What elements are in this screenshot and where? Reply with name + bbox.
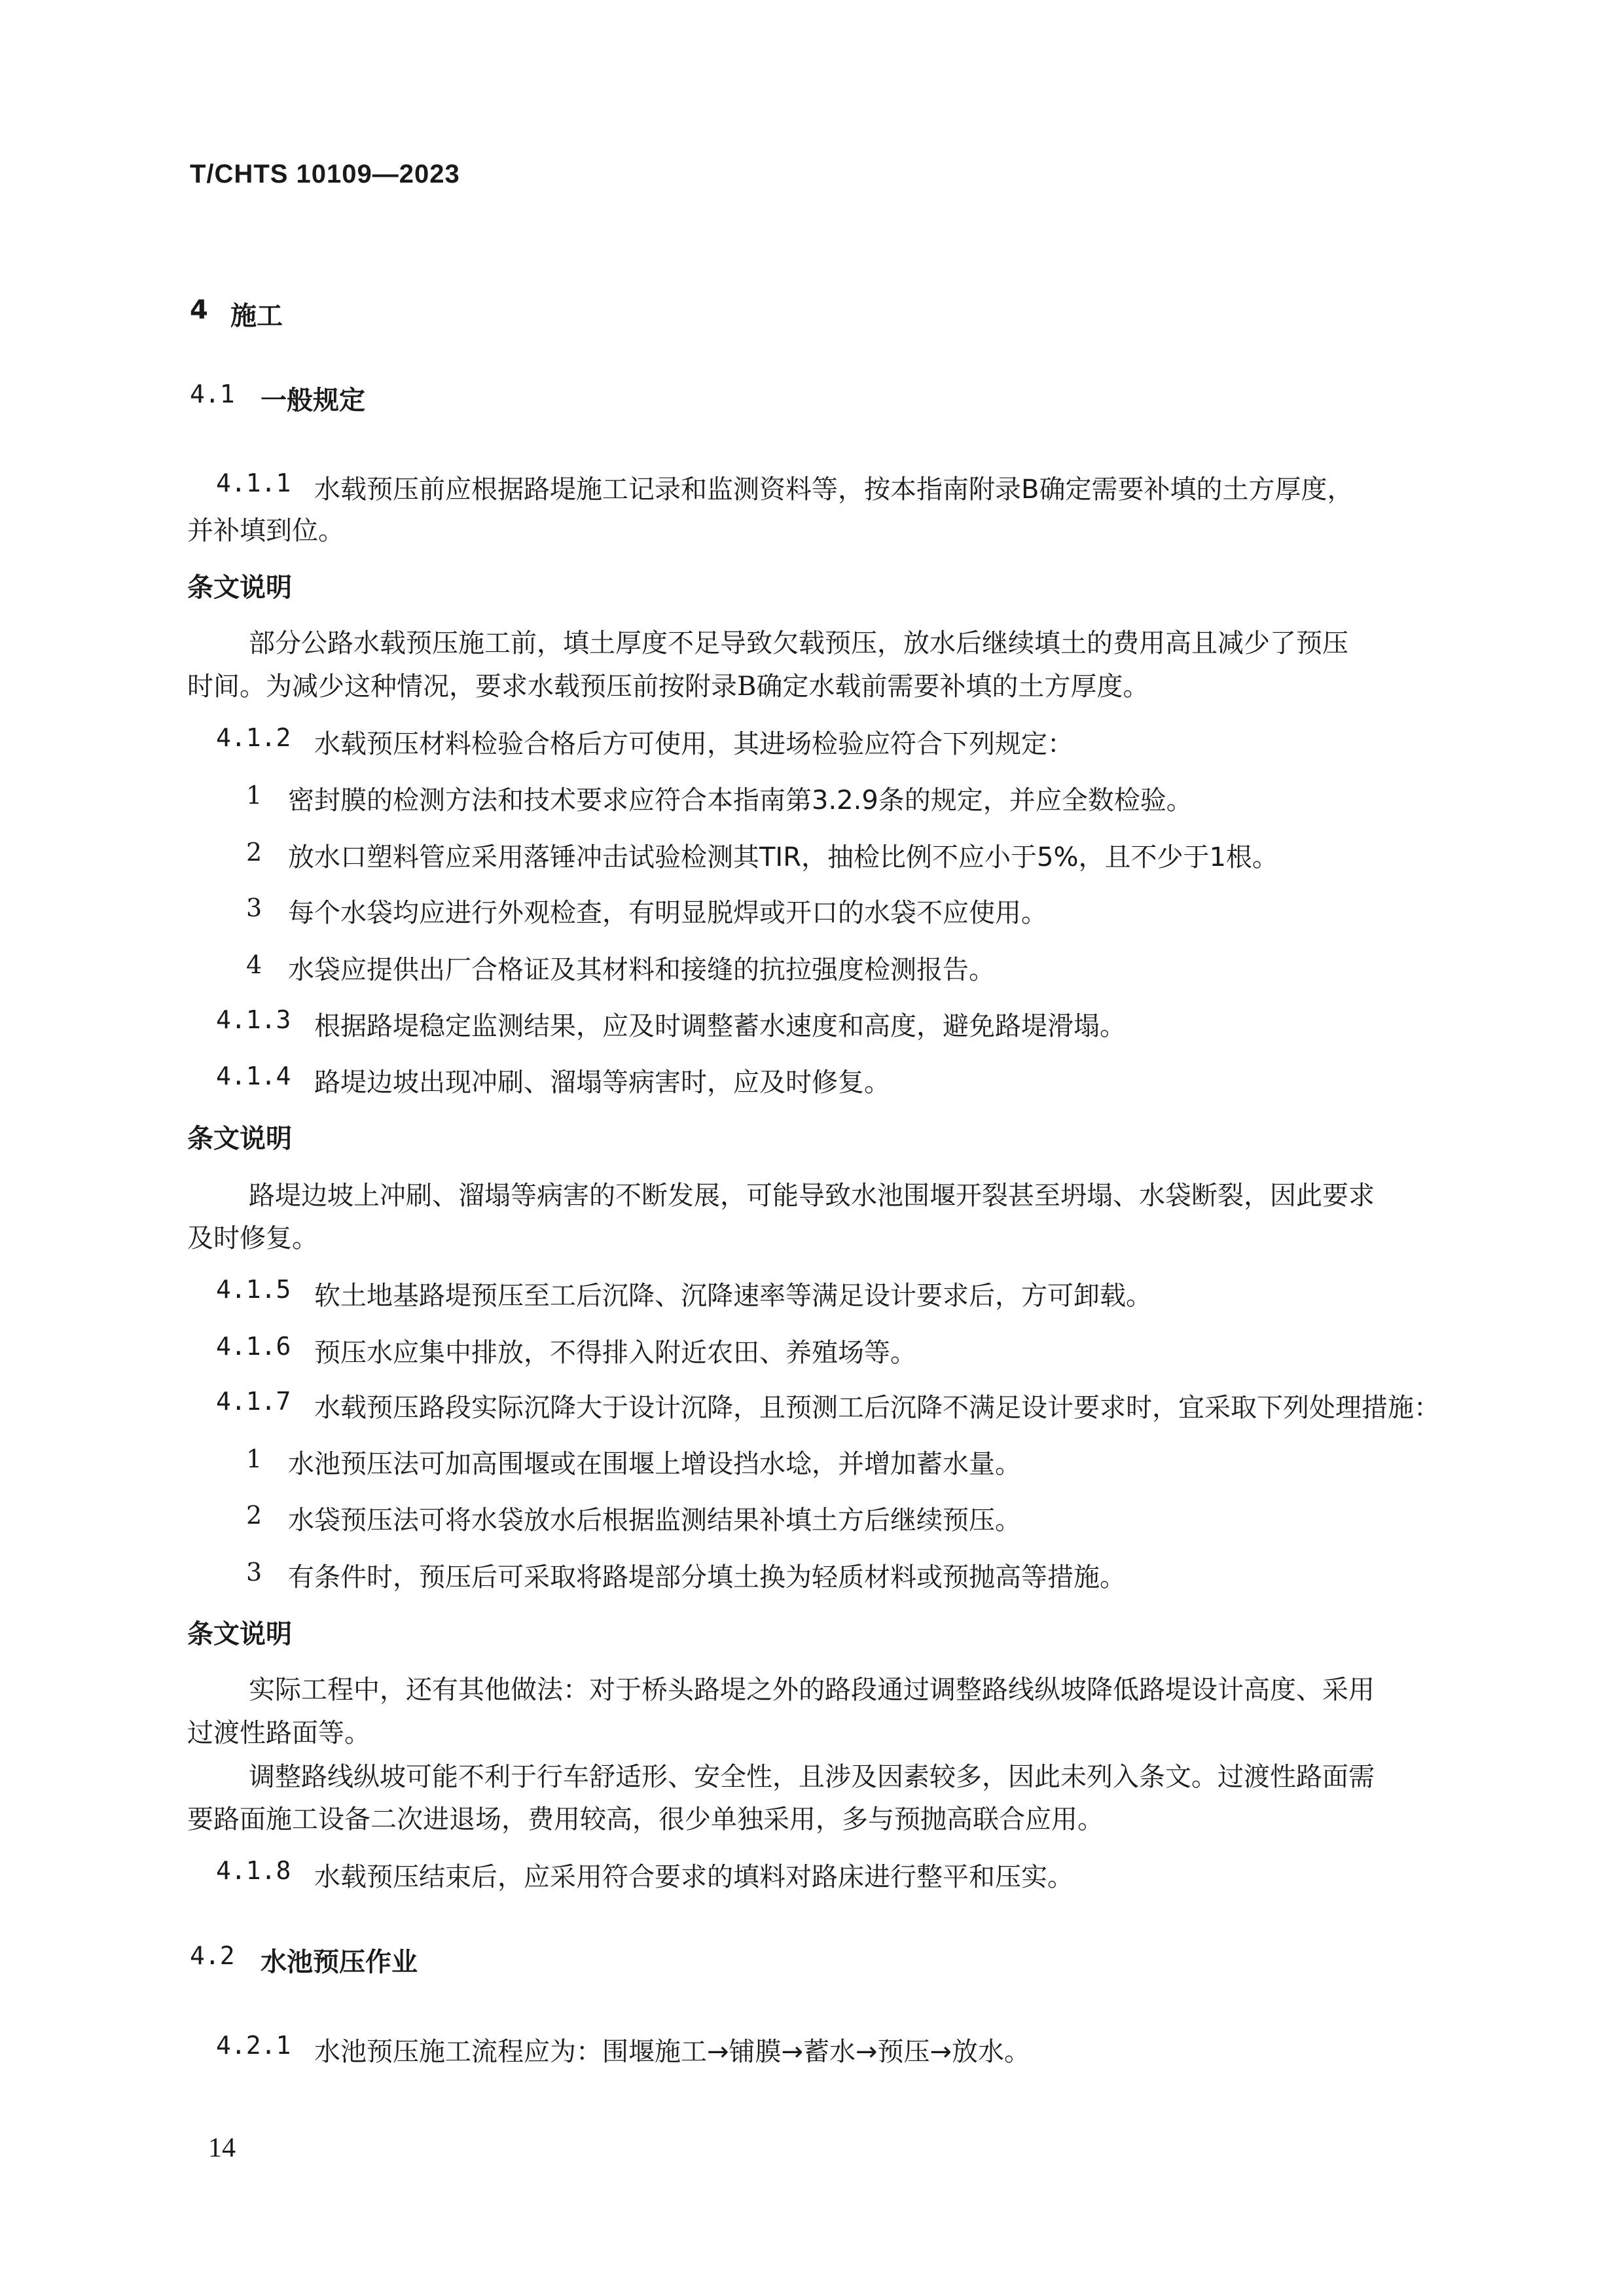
list-item-text: 密封膜的检测方法和技术要求应符合本指南第3.2.9条的规定，并应全数检验。 [288,785,1193,816]
section-4-1-title: 一般规定 [261,386,365,416]
note-3-p1-line1: 实际工程中，还有其他做法：对于桥头路堤之外的路段通过调整路线纵坡降低路堤设计高度、采用 [249,1675,1375,1705]
list-item-text: 水袋应提供出厂合格证及其材料和接缝的抗拉强度检测报告。 [288,955,995,985]
clause-4-1-8-text: 水载预压结束后，应采用符合要求的填料对路床进行整平和压实。 [314,1862,1074,1892]
standard-number: T/CHTS 10109—2023 [190,160,460,188]
section-4-2-number: 4.2 [190,1941,235,1970]
section-4-number: 4 [190,295,208,325]
list-item-number: 1 [246,1444,262,1473]
note-heading-3: 条文说明 [187,1619,292,1649]
note-1-line2: 时间。为减少这种情况，要求水载预压前按附录B确定水载前需要补填的土方厚度。 [187,672,1149,702]
note-3-p1-line2: 过渡性路面等。 [187,1718,370,1748]
clause-4-1-6-text: 预压水应集中排放，不得排入附近农田、养殖场等。 [314,1338,916,1368]
list-item-text: 放水口塑料管应采用落锤冲击试验检测其TIR，抽检比例不应小于5%，且不少于1根。 [288,842,1278,872]
list-item-text: 水袋预压法可将水袋放水后根据监测结果补填土方后继续预压。 [288,1505,1021,1535]
clause-4-1-7-number: 4.1.7 [216,1387,291,1416]
clause-4-2-1-text: 水池预压施工流程应为：围堰施工→铺膜→蓄水→预压→放水。 [314,2037,1031,2067]
list-item-number: 1 [246,781,262,810]
list-item-text: 每个水袋均应进行外观检查，有明显脱焊或开口的水袋不应使用。 [288,898,1047,928]
clause-4-1-6-number: 4.1.6 [216,1332,291,1361]
note-2-line2: 及时修复。 [187,1223,318,1253]
list-item-number: 3 [246,1558,262,1587]
list-item-number: 2 [246,838,262,867]
note-heading-1: 条文说明 [187,573,292,603]
clause-4-1-1-number: 4.1.1 [216,469,291,497]
section-4-1-number: 4.1 [190,380,235,408]
page-number: 14 [208,2133,236,2163]
list-item-text: 有条件时，预压后可采取将路堤部分填土换为轻质材料或预抛高等措施。 [288,1562,1126,1592]
list-item-number: 2 [246,1501,262,1530]
clause-4-1-1-line1: 水载预压前应根据路堤施工记录和监测资料等，按本指南附录B确定需要补填的土方厚度， [314,475,1354,505]
note-2-line1: 路堤边坡上冲刷、溜塌等病害的不断发展，可能导致水池围堰开裂甚至坍塌、水袋断裂，因此要求 [249,1181,1375,1211]
note-1-line1: 部分公路水载预压施工前，填土厚度不足导致欠载预压，放水后继续填土的费用高且减少了预压 [249,628,1348,658]
section-4-title: 施工 [230,301,283,331]
clause-4-1-8-number: 4.1.8 [216,1856,291,1885]
clause-4-1-3-number: 4.1.3 [216,1005,291,1034]
clause-4-1-1-line2: 并补填到位。 [187,516,344,546]
note-3-p2-line2: 要路面施工设备二次进退场，费用较高，很少单独采用，多与预抛高联合应用。 [187,1804,1104,1835]
clause-4-1-7-text: 水载预压路段实际沉降大于设计沉降，且预测工后沉降不满足设计要求时，宜采取下列处理措施： [314,1393,1440,1423]
list-item-number: 3 [246,893,262,922]
note-3-p2-line1: 调整路线纵坡可能不利于行车舒适形、安全性，且涉及因素较多，因此未列入条文。过渡性路面需 [249,1762,1375,1792]
clause-4-1-4-number: 4.1.4 [216,1062,291,1090]
clause-4-1-5-number: 4.1.5 [216,1275,291,1304]
clause-4-1-2-text: 水载预压材料检验合格后方可使用，其进场检验应符合下列规定： [314,729,1074,759]
list-item-text: 水池预压法可加高围堰或在围堰上增设挡水埝，并增加蓄水量。 [288,1449,1021,1479]
list-item-number: 4 [246,950,262,979]
clause-4-1-2-number: 4.1.2 [216,723,291,752]
note-heading-2: 条文说明 [187,1124,292,1154]
clause-4-2-1-number: 4.2.1 [216,2031,291,2060]
clause-4-1-4-text: 路堤边坡出现冲刷、溜塌等病害时，应及时修复。 [314,1067,890,1098]
section-4-2-title: 水池预压作业 [261,1947,418,1977]
clause-4-1-5-text: 软土地基路堤预压至工后沉降、沉降速率等满足设计要求后，方可卸载。 [314,1281,1152,1311]
clause-4-1-3-text: 根据路堤稳定监测结果，应及时调整蓄水速度和高度，避免路堤滑塌。 [314,1011,1126,1041]
